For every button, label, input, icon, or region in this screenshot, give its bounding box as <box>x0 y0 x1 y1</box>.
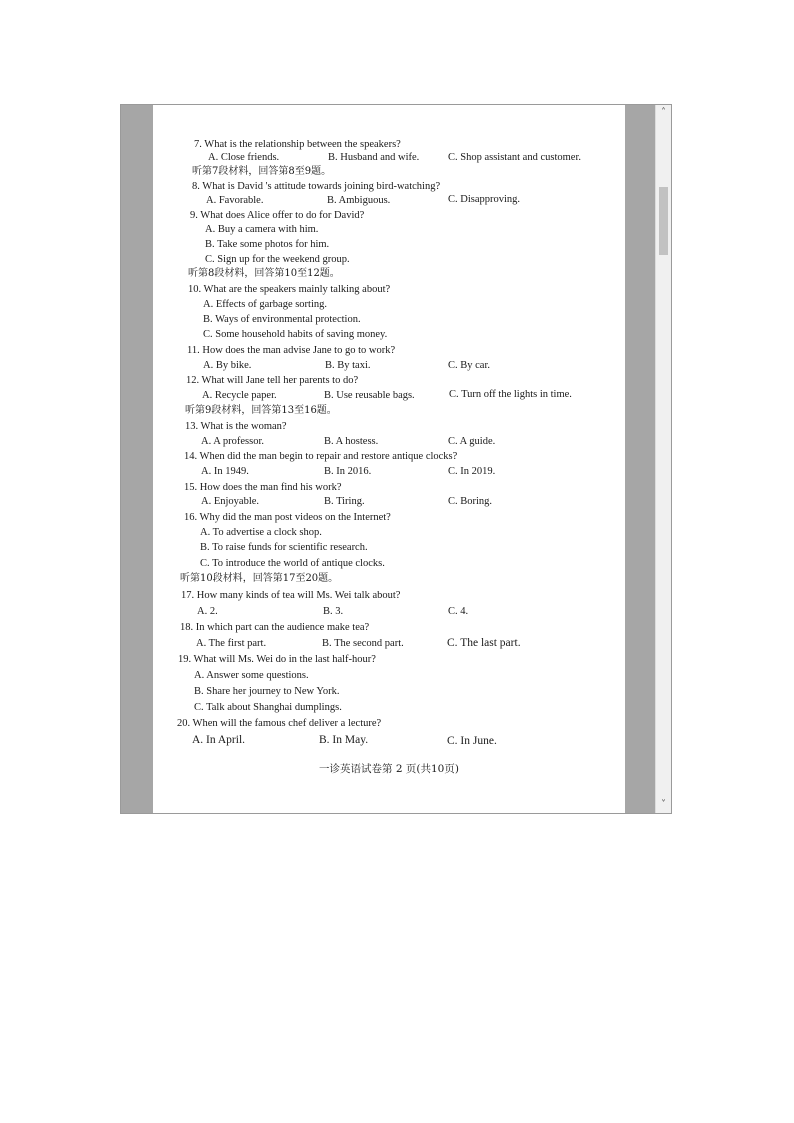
q14-option-c: C. In 2019. <box>448 466 496 477</box>
q15-option-c: C. Boring. <box>448 496 493 507</box>
q8-option-c: C. Disapproving. <box>448 194 521 205</box>
q18-option-b: B. The second part. <box>322 638 404 649</box>
q13-option-c: C. A guide. <box>448 436 496 447</box>
q9-option-b: B. Take some photos for him. <box>205 239 330 250</box>
q10-option-a: A. Effects of garbage sorting. <box>203 299 328 310</box>
question-20: 20. When will the famous chef deliver a lecture? <box>177 718 382 729</box>
q8-option-a: A. Favorable. <box>206 195 264 206</box>
q20-option-b: B. In May. <box>319 734 369 746</box>
document-viewer <box>120 104 672 814</box>
question-8: 8. What is David 's attitude towards joining bird-watching? <box>192 181 441 192</box>
q12-option-b: B. Use reusable bags. <box>324 390 415 401</box>
q19-option-a: A. Answer some questions. <box>194 670 309 681</box>
question-17: 17. How many kinds of tea will Ms. Wei talk about? <box>181 590 401 601</box>
q17-option-b: B. 3. <box>323 606 344 617</box>
q8-option-b: B. Ambiguous. <box>327 195 391 206</box>
q12-option-c: C. Turn off the lights in time. <box>449 389 572 400</box>
q9-option-a: A. Buy a camera with him. <box>205 224 319 235</box>
question-12: 12. What will Jane tell her parents to do? <box>186 375 359 386</box>
q19-option-b: B. Share her journey to New York. <box>194 686 340 697</box>
question-9: 9. What does Alice offer to do for David? <box>190 210 365 221</box>
q14-option-a: A. In 1949. <box>201 466 249 477</box>
q11-option-c: C. By car. <box>448 360 490 371</box>
vertical-scrollbar[interactable] <box>655 105 671 813</box>
q7-option-a: A. Close friends. <box>208 152 280 163</box>
section-heading-9: 听第9段材料，回答第13至16题。 <box>185 405 337 416</box>
scroll-down-icon[interactable]: ˅ <box>661 799 666 810</box>
q7-option-b: B. Husband and wife. <box>328 152 420 163</box>
q7-option-c: C. Shop assistant and customer. <box>448 152 581 163</box>
q12-option-a: A. Recycle paper. <box>202 390 277 401</box>
scroll-up-icon[interactable]: ˄ <box>661 107 666 118</box>
question-13: 13. What is the woman? <box>185 421 287 432</box>
q17-option-c: C. 4. <box>448 606 469 617</box>
question-14: 14. When did the man begin to repair and restore antique clocks? <box>184 451 458 462</box>
q20-option-a: A. In April. <box>192 734 246 746</box>
q16-option-b: B. To raise funds for scientific research. <box>200 542 368 553</box>
q17-option-a: A. 2. <box>197 606 218 617</box>
section-heading-7: 听第7段材料，回答第8至9题。 <box>192 166 332 177</box>
question-7: 7. What is the relationship between the speakers? <box>194 139 401 150</box>
q11-option-a: A. By bike. <box>203 360 252 371</box>
q19-option-c: C. Talk about Shanghai dumplings. <box>194 702 342 713</box>
question-11: 11. How does the man advise Jane to go to work? <box>187 345 396 356</box>
q15-option-a: A. Enjoyable. <box>201 496 260 507</box>
question-19: 19. What will Ms. Wei do in the last half-hour? <box>178 654 376 665</box>
q10-option-c: C. Some household habits of saving money. <box>203 329 388 340</box>
question-18: 18. In which part can the audience make tea? <box>180 622 370 633</box>
q18-option-c: C. The last part. <box>447 637 521 649</box>
q11-option-b: B. By taxi. <box>325 360 371 371</box>
q10-option-b: B. Ways of environmental protection. <box>203 314 361 325</box>
question-15: 15. How does the man find his work? <box>184 482 342 493</box>
question-16: 16. Why did the man post videos on the Internet? <box>184 512 391 523</box>
document-page <box>153 105 625 814</box>
section-heading-10: 听第10段材料，回答第17至20题。 <box>180 573 339 584</box>
scrollbar-thumb[interactable] <box>659 187 668 255</box>
q18-option-a: A. The first part. <box>196 638 267 649</box>
q16-option-a: A. To advertise a clock shop. <box>200 527 322 538</box>
q16-option-c: C. To introduce the world of antique clocks. <box>200 558 385 569</box>
question-10: 10. What are the speakers mainly talking about? <box>188 284 391 295</box>
page-footer: 一诊英语试卷第 2 页(共10页) <box>319 763 459 775</box>
q9-option-c: C. Sign up for the weekend group. <box>205 254 350 265</box>
q20-option-c: C. In June. <box>447 735 497 747</box>
q13-option-a: A. A professor. <box>201 436 264 447</box>
q13-option-b: B. A hostess. <box>324 436 379 447</box>
section-heading-8: 听第8段材料，回答第10至12题。 <box>188 268 340 279</box>
q15-option-b: B. Tiring. <box>324 496 365 507</box>
q14-option-b: B. In 2016. <box>324 466 372 477</box>
